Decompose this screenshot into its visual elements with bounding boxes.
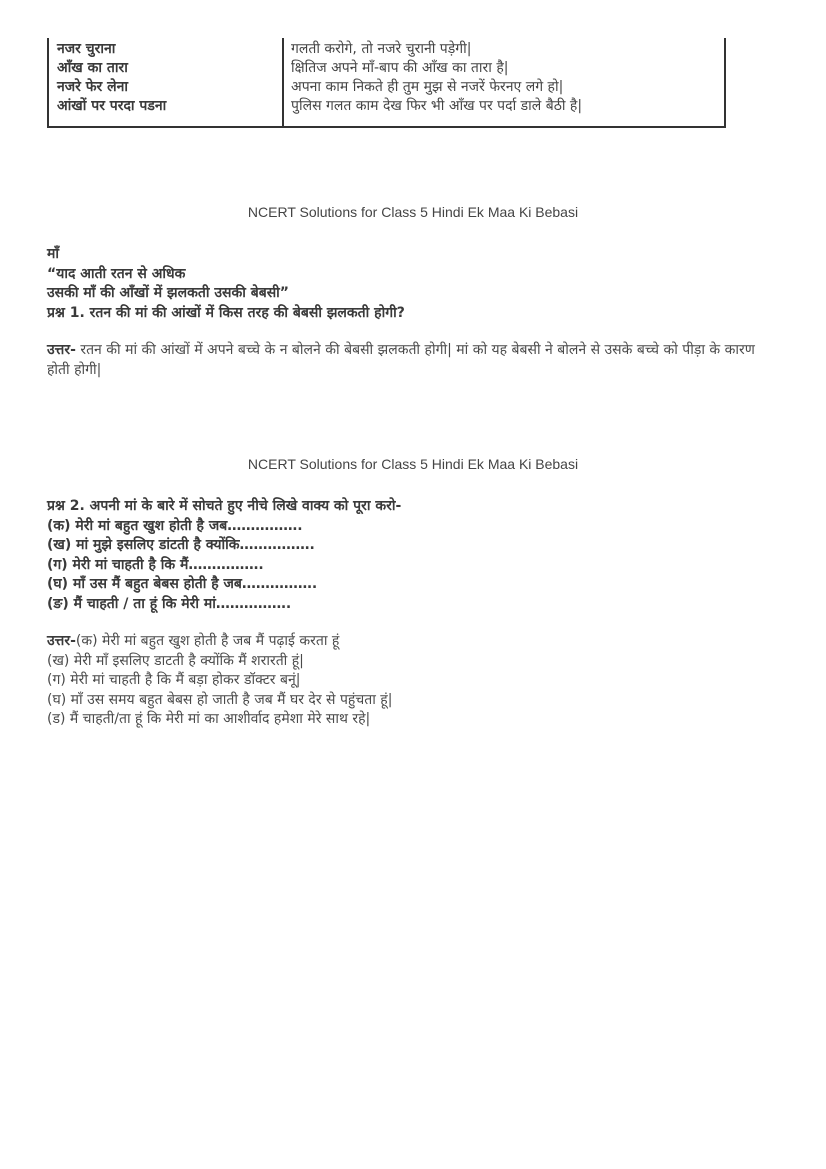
answer-label: उत्तर-	[47, 342, 76, 358]
idioms-table	[47, 38, 726, 128]
table-row	[49, 58, 724, 77]
section-title: NCERT Solutions for Class 5 Hindi Ek Maa Ki Bebasi	[247, 456, 579, 472]
table-row	[49, 77, 724, 96]
idiom-usage: क्षितिज अपने माँ-बाप की आँख का तारा है|	[291, 60, 509, 76]
poem-quote-line: उसकी माँ की आँखों में झलकती उसकी बेबसी”	[47, 285, 289, 301]
prompt-line: (ङ) मैं चाहती / ता हूं कि मेरी मां…………….	[47, 595, 292, 612]
prompt-line: (क) मेरी मां बहुत खुश होती है जब…………….	[47, 517, 303, 534]
answer-text: (क) मेरी मां बहुत खुश होती है जब मैं पढ़ाई करता हूं	[75, 633, 340, 649]
table-row	[49, 96, 724, 115]
answer-paragraph	[47, 341, 777, 380]
idiom-usage: पुलिस गलत काम देख फिर भी आँख पर पर्दा डाले बैठी है|	[291, 98, 583, 114]
answer-label: उत्तर-	[47, 633, 76, 649]
prompt-line: (ख) मां मुझे इसलिए डांटती है क्योंकि…………….	[47, 537, 315, 553]
answer-2	[47, 632, 787, 730]
answer-line: (ख) मेरी माँ इसलिए डाटती है क्योंकि मैं शरारती हूं|	[47, 652, 304, 669]
answer-line	[47, 632, 787, 652]
idiom-term: नजरे फेर लेना	[57, 79, 129, 95]
table-row	[49, 39, 724, 58]
answer-1	[47, 341, 787, 380]
answer-text: रतन की मां की आंखों में अपने बच्चे के न बोलने की बेबसी झलकती होगी| मां को यह बेबसी ने बोलने से उसके बच्चे को पीड़ा के कारण होती होगी|	[47, 342, 755, 378]
idiom-usage: गलती करोगे, तो नजरे चुरानी पड़ेगी|	[291, 41, 472, 57]
section-2-content	[47, 497, 787, 614]
idiom-usage: अपना काम निकते ही तुम मुझ से नजरें फेरनए लगे हो|	[291, 79, 564, 95]
prompt-line: (ग) मेरी मां चाहती है कि मैं…………….	[47, 556, 264, 573]
poem-heading: माँ	[47, 246, 59, 262]
idiom-term: नजर चुराना	[57, 41, 116, 57]
section-title: NCERT Solutions for Class 5 Hindi Ek Maa Ki Bebasi	[247, 204, 579, 220]
question-text: प्रश्न 2. अपनी मां के बारे में सोचते हुए नीचे लिखे वाक्य को पूरा करो-	[47, 498, 402, 514]
poem-quote-line: “याद आती रतन से अधिक	[47, 265, 186, 282]
section-1-content	[47, 245, 787, 323]
idiom-term: आँख का तारा	[57, 60, 128, 76]
answer-line: (घ) माँ उस समय बहुत बेबस हो जाती है जब मैं घर देर से पहुंचता हूं|	[47, 691, 393, 708]
idiom-term: आंखों पर परदा पडना	[57, 98, 167, 114]
answer-line: (ड) मैं चाहती/ता हूं कि मेरी मां का आशीर्वाद हमेशा मेरे साथ रहे|	[47, 711, 371, 727]
prompt-line: (घ) माँ उस मैं बहुत बेबस होती है जब…………….	[47, 576, 318, 592]
question-text: प्रश्न 1. रतन की मां की आंखों में किस तरह की बेबसी झलकती होगी?	[47, 304, 405, 321]
answer-line: (ग) मेरी मां चाहती है कि मैं बड़ा होकर डॉक्टर बनूं|	[47, 672, 301, 688]
